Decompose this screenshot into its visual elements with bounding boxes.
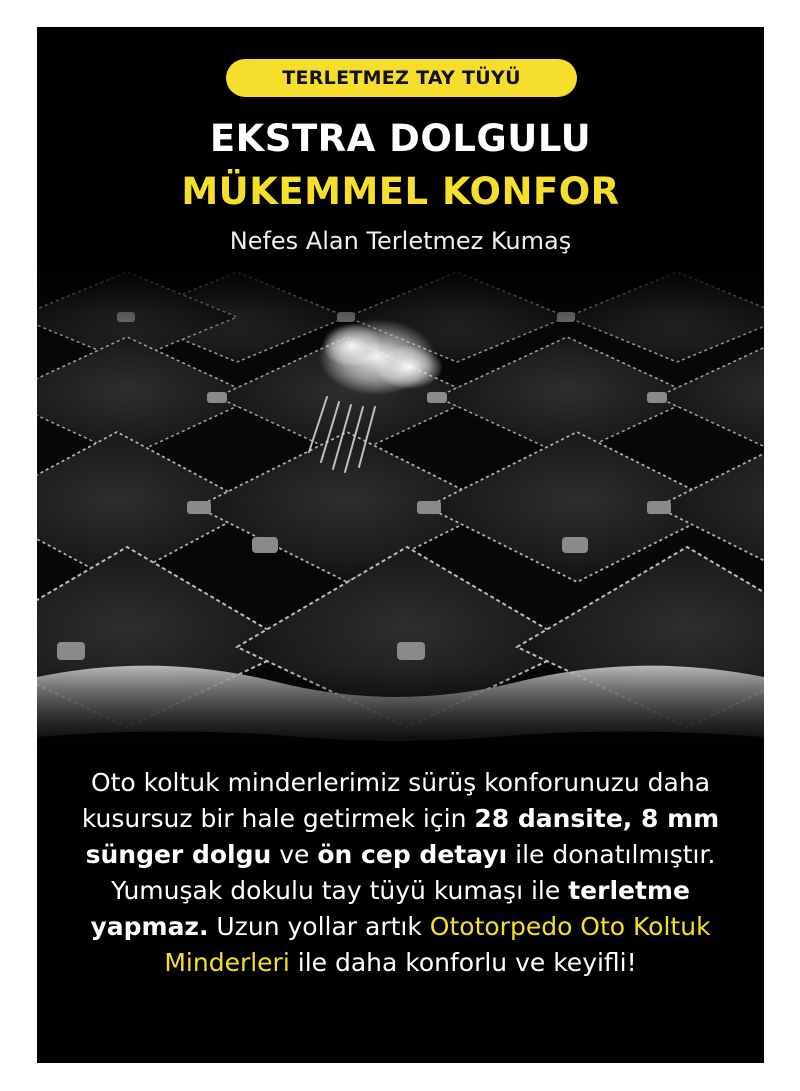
description-text: ve (271, 840, 318, 869)
feature-badge: TERLETMEZ TAY TÜYÜ (226, 59, 577, 97)
description-highlight: terletme yapmaz. (90, 876, 690, 941)
description-text: Uzun yollar artık (208, 912, 430, 941)
headline-primary: EKSTRA DOLGULU (209, 117, 592, 160)
quilted-fabric-image (37, 257, 764, 757)
description-highlight: ön cep detayı (317, 840, 508, 869)
headline-secondary: MÜKEMMEL KONFOR (181, 170, 620, 213)
description-text: ile daha konforlu ve keyifli! (289, 948, 637, 977)
product-description (51, 765, 750, 981)
description-text: ile donatılmıştır. Yumuşak dokulu tay tüyü kumaşı ile (111, 840, 716, 905)
description-highlight: 28 dansite, 8 mm sünger dolgu (85, 804, 720, 869)
brand-name: Ototorpedo Oto Koltuk Minderleri (164, 912, 711, 977)
description-text: Oto koltuk minderlerimiz sürüş konforunuzu daha kusursuz bir hale getirmek için (81, 768, 711, 833)
subtitle: Nefes Alan Terletmez Kumaş (229, 227, 572, 255)
product-banner (37, 27, 764, 1063)
